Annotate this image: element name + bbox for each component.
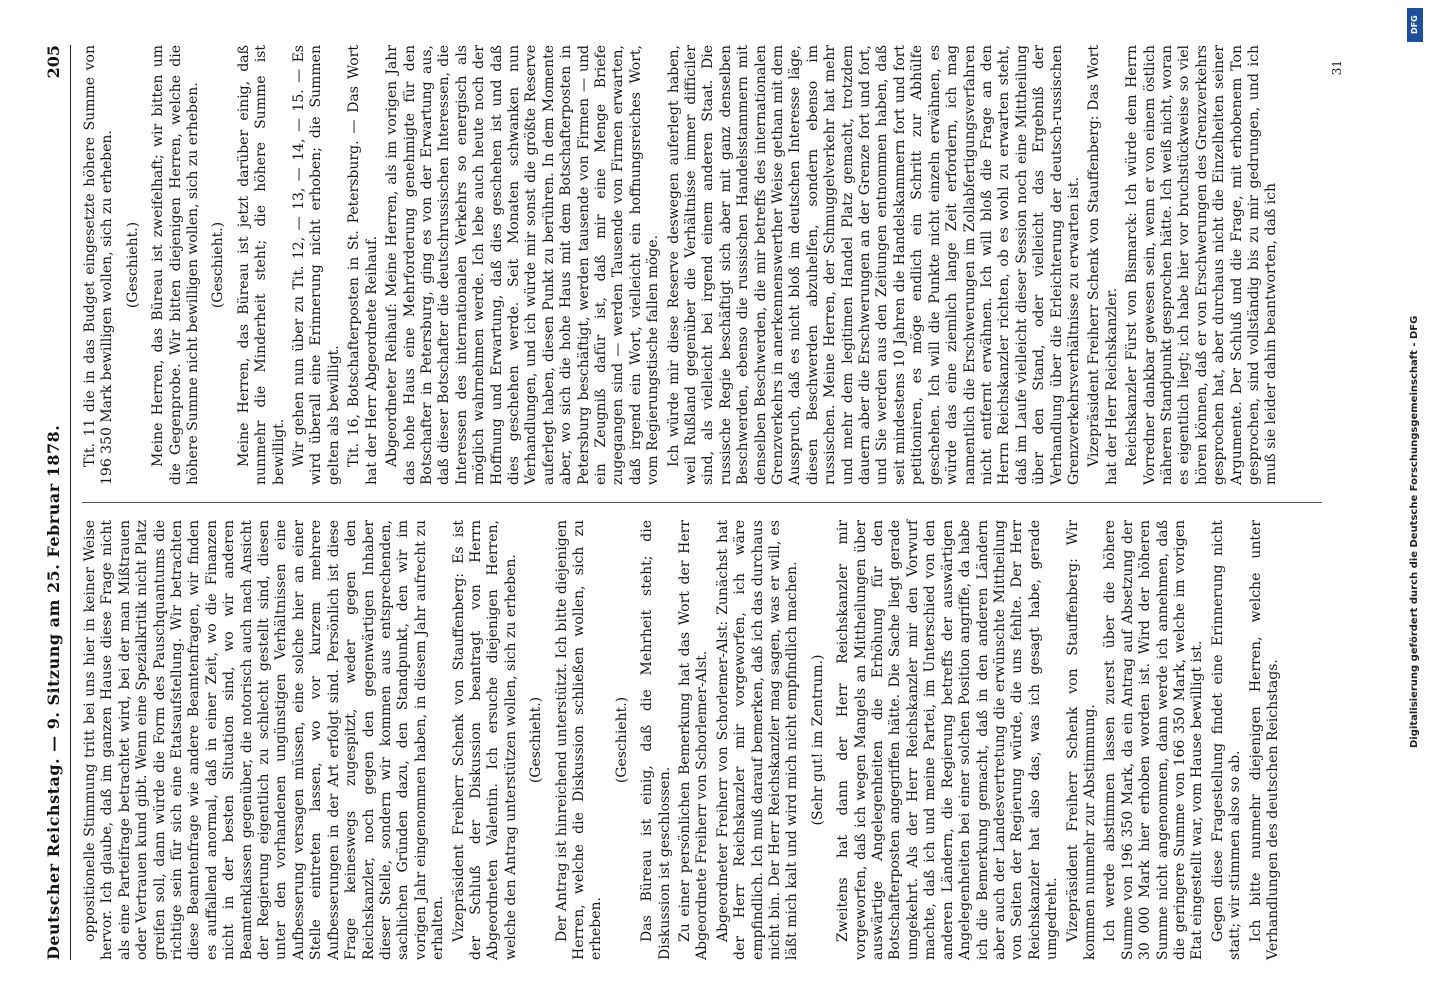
dfg-sidebar [1404,0,1426,1000]
right-column [82,45,1284,485]
stage-direction: (Geschieht.) [613,696,630,784]
stage-direction: (Sehr gut! im Zentrum.) [809,654,826,826]
paragraph: Reichskanzler Fürst von Bismarck: Ich würde dem Herrn Vorredner dankbar gewesen sein, wenn er von einem östlich näheren Standpunkt gesprochen hätte. Ich weiß nicht, woran es eigentlich liegt; ich habe hier vor bruchstückweise so viel hören können, daß er von Erschwerungen des Grenzverkehrs gesprochen hat, aber durchaus nicht die Einzelheiten seiner Argumente. Der Schluß und die Frage, mit erhobenem Ton gesprochen, sind vollständig bis zu mir gedrungen, und ich muß sie leider dahin beantworten, daß ich [1124,45,1280,485]
stage-direction: (Geschieht.) [210,221,227,309]
paragraph: Ich bitte nunmehr diejenigen Herren, welche unter Verhandlungen des deutschen Reichstags. [1247,520,1281,960]
stage-direction: (Geschieht.) [528,696,545,784]
paragraph: Vizepräsident Freiherr Schenk von Stauffenberg: Wir kommen nunmehr zur Abstimmung. [1064,520,1098,960]
paragraph: Zu einer persönlichen Bemerkung hat das Wort der Herr Abgeordnete Freiherr von Schorlemer-Alst. [677,520,711,960]
paragraph: Der Antrag ist hinreichend unterstützt. Ich bitte diejenigen Herren, welche die Diskussion schließen wollen, sich zu erheben. [553,520,605,960]
paragraph: Vizepräsident Freiherr Schenk von Stauffenberg: Es ist der Schluß der Diskussion beantragt von Herrn Abgeordneten Valentin. Ich ersuche diejenigen Herren, welche den Antrag unterstützen wollen, sich zu erheben. [450,520,519,960]
stage-direction: (Geschieht.) [124,221,141,309]
sheet-number: 31 [1330,60,1344,76]
page-number: 205 [44,45,63,79]
paragraph: Zweitens hat dann der Herr Reichskanzler mir vorgeworfen, daß ich wegen Mangels an Mittheilungen über auswärtige Angelegenheiten die Erhöhung für den Botschafterposten angegriffen hätte. Die Sache liegt gerade umgekehrt. Als der Herr Reichskanzler mir den Vorwurf machte, daß ich und meine Partei, im Unterschied von den anderen Ländern, die Regierung betreffs der auswärtigen Angelegenheiten bei einer solchen Position angriffe, da habe ich die Bemerkung gemacht, daß in den anderen Ländern aber auch der Landesvertretung die erwünschte Mittheilung von Seiten der Regierung würde, die uns fehlte. Der Herr Reichskanzler hat also das, was ich gesagt habe, gerade umgedreht. [835,520,1061,960]
paragraph: Meine Herren, das Büreau ist zweifelhaft; wir bitten um die Gegenprobe. Wir bitten diejenigen Herren, welche die höhere Summe nicht bewilligen wollen, sich zu erheben. [150,45,202,485]
paragraph: Das Büreau ist einig, daß die Mehrheit steht; die Diskussion ist geschlossen. [639,520,673,960]
left-column [82,520,1285,960]
paragraph: Gegen diese Fragestellung findet eine Erinnerung nicht statt; wir stimmen also so ab. [1209,520,1244,960]
paragraph: Tit. 11 die in das Budget eingesetzte höhere Summe von 196 350 Mark bewilligen wollen, sich zu erheben. [82,45,116,485]
header-title: Deutscher Reichstag. — 9. Sitzung am 25. Februar 1878. [44,424,63,960]
paragraph: Ich werde abstimmen lassen zuerst über die höhere Summe von 196 350 Mark, da ein Antrag auf Absetzung der 30 000 Mark hier erhoben worden ist. Wird der höheren Summe nicht angenommen, dann werde ich annehmen, daß die geringere Summe von 166 350 Mark, welche im vorigen Etat eingestellt war, vom Hause bewilligt ist. [1102,520,1206,960]
paragraph: Abgeordneter Freiherr von Schorlemer-Alst: Zunächst hat der Herr Reichskanzler mir vorgeworfen, ich wäre empfindlich. Ich muß darauf bemerken, daß ich das durchaus nicht bin. Der Herr Reichskanzler mag sagen, was er will, es läßt mich kalt und wird mich nicht empfindlich machen. [714,520,801,960]
paragraph: Wir gehen nun über zu Tit. 12, — 13, — 14, — 15. — Es wird überall eine Erinnerung nicht erhoben; die Summen gelten als bewilligt. [291,45,342,485]
paragraph: oppositionelle Stimmung tritt bei uns hier in keiner Weise hervor. Ich glaube, daß im ganzen Hause diese Frage nicht als eine Parteifrage betrachtet wird, bei der man Mißtrauen oder Vertrauen kund gibt. Wenn eine Spezialkritik nicht Platz greifen soll, dann würde die Form des Pauschquantums die richtige sein für sich eine Etatsaufstellung. Wir betrachten diese Beamtenfrage wie andere Beamtenfragen, wir finden es auffallend anormal, daß in einer Zeit, wo die Finanzen nicht in der besten Situation sind, wo wir anderen Beamtenklassen gegenüber, die notorisch auch nach Ansicht der Regierung eigentlich zu schlecht gestellt sind, diesen unter den vorhandenen ungünstigen Verhältnissen eine Aufbesserung versagen müssen, eine solche hier an einer Stelle eintreten lassen, wo vor kurzem mehrere Aufbesserungen in der Art erfolgt sind. Persönlich ist diese Frage keineswegs zugespitzt, weder gegen den Reichskanzler, noch gegen den gegenwärtigen Inhaber dieser Stelle, sondern wir kommen aus entsprechenden, sachlichen Gründen dazu, den Standpunkt, den wir im vorigen Jahr eingenommen haben, in diesem Jahr aufrecht zu erhalten. [82,520,447,960]
column-divider [82,502,1322,503]
paragraph: Tit. 16, Botschafterposten in St. Petersburg. — Das Wort hat der Herr Abgeordnete Reihauf. [346,45,380,485]
dfg-credit-text: Digitalisierung gefördert durch die Deutsche Forschungsgemeinschaft - DFG [1409,315,1420,748]
dfg-logo: DFG [1407,8,1423,42]
page-header [40,45,71,960]
paragraph: Vizepräsident Freiherr Schenk von Stauffenberg: Das Wort hat der Herr Reichskanzler. [1086,45,1120,485]
paragraph: Abgeordneter Reihauf: Meine Herren, als im vorigen Jahr das hohe Haus eine Mehrforderung genehmigte für den Botschafter in Petersburg, ging es von der Erwartung aus, daß dieser Botschafter die deutschrussischen Interessen, die Interessen des internationalen Verkehrs so energisch als möglich wahrnehmen werde. Ich lebe auch heute noch der Hoffnung und Erwartung, daß dies geschehen ist und daß dies geschehen werde. Seit Monaten schwanken nun Verhandlungen, und ich würde mir sonst die größte Reserve auferlegt haben, diesen Punkt zu berühren. In dem Momente aber, wo sich die hohe Haus mit dem Botschafterposten in Petersburg beschäftigt, werden tausende von Firmen — und ein Zeugniß dafür ist, daß mir eine Menge Briefe zugegangen sind — werden Tausende von Firmen erwarten, daß irgend ein Wort, vielleicht ein hoffnungsreiches Wort, vom Regierungstische fallen möge. [384,45,662,485]
paragraph: Ich würde mir diese Reserve deswegen auferlegt haben, weil Rußland gegenüber die Verhältnisse immer difficiler sind, als vielleicht bei irgend einem anderen Staat. Die russische Regie beschäftigt sich aber mit ganz denselben Beschwerden, ebenso die russischen Handelsstammern mit denselben Beschwerden, die mir betreffs des internationalen Grenzverkehrs in anerkennenswerther Weise gethan mit dem Ausspruch, daß es nicht bloß im deutschen Interesse läge, diesen Beschwerden abzuhelfen, sondern ebenso im russischen. Meine Herren, der Schmuggelverkehr hat mehr und mehr dem legitimen Handel Platz gemacht, trotzdem dauern aber die Erschwerungen an der Grenze fort und fort, und Sie werden aus den Zeitungen entnommen haben, daß seit mindestens 10 Jahren die Handelskammern fort und fort petitioniren, es möge endlich ein Schritt zur Abhülfe geschehen. Ich will die Punkte nicht einzeln erwähnen, es würde das eine ziemlich lange Zeit erfordern, ich mag namentlich die Erschwerungen im Zollabfertigungsverfahren nicht entfernt erwähnen. Ich will bloß die Frage an den Herrn Reichskanzler richten, ob es wohl zu erwarten steht, daß im Laufe vielleicht dieser Session noch eine Mittheilung über den Stand, oder vielleicht das Ergebniß der Verhandlung über die Erleichterung der deutsch-russischen Grenzverkehrsverhältnisse zu erwarten ist. [665,45,1082,485]
paragraph: Meine Herren, das Büreau ist jetzt darüber einig, daß nunmehr die Minderheit steht; die höhere Summe ist bewilligt. [235,45,287,485]
